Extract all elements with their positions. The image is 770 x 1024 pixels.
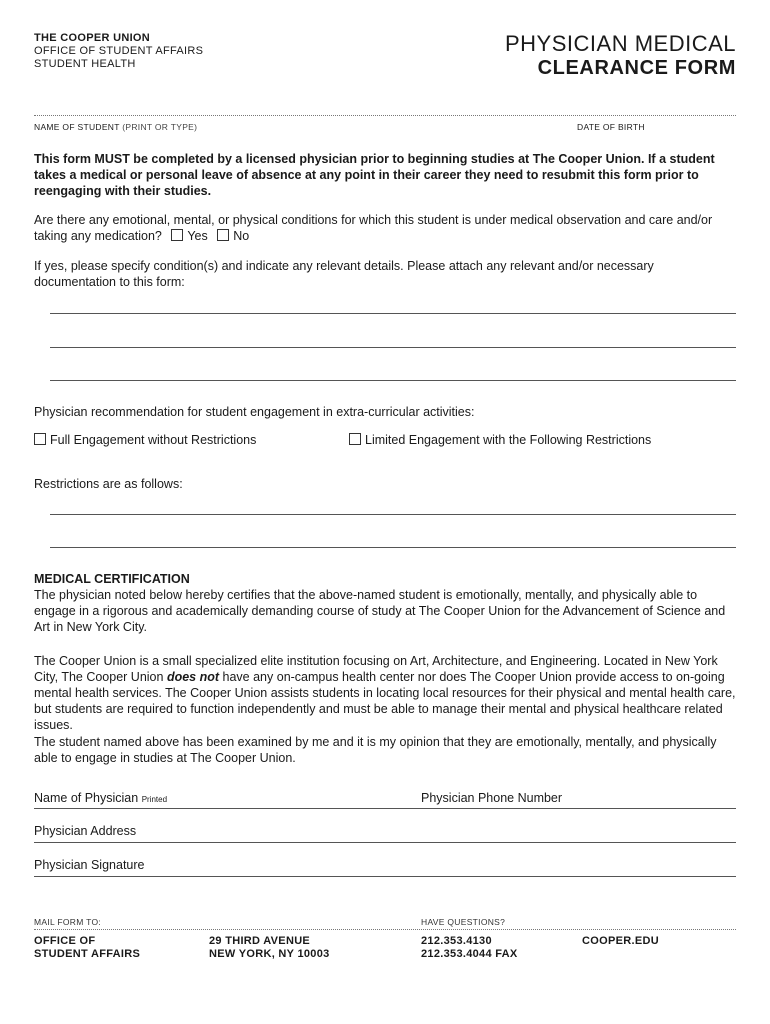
physician-address-field[interactable] xyxy=(34,824,136,838)
recommendation-prompt: Physician recommendation for student engagement in extra-curricular activities: xyxy=(34,405,475,419)
physician-name-label: Name of Physician xyxy=(34,791,139,805)
form-title-line2: CLEARANCE FORM xyxy=(537,57,736,79)
full-engagement-label: Full Engagement without Restrictions xyxy=(50,433,257,447)
limited-engagement-option[interactable] xyxy=(349,433,651,447)
intro-notice: This form MUST be completed by a licensed physician prior to beginning studies at The Cooper Union. If a student takes a medical or personal leave of absence at any point in their career they need to resubmit this form prior to reengaging with their studies. xyxy=(34,152,715,198)
yes-label: Yes xyxy=(187,229,208,243)
restrictions-line-2[interactable] xyxy=(50,547,736,548)
address-line-1: 29 THIRD AVENUE xyxy=(209,935,311,947)
org-department: STUDENT HEALTH xyxy=(34,58,136,70)
details-line-3[interactable] xyxy=(50,380,736,381)
no-checkbox[interactable] xyxy=(217,229,229,241)
date-of-birth-field[interactable] xyxy=(577,122,645,132)
yes-checkbox[interactable] xyxy=(171,229,183,241)
office-address-name xyxy=(34,935,140,961)
details-line-1[interactable] xyxy=(50,313,736,314)
form-title xyxy=(505,32,736,80)
student-name-label: NAME OF STUDENT xyxy=(34,122,120,132)
office-line-1: OFFICE OF xyxy=(34,935,96,947)
physician-phone-label: Physician Phone Number xyxy=(421,791,563,805)
paragraph-2-emphasis: does not xyxy=(166,670,220,684)
certification-paragraph-3: The student named above has been examined by me and it is my opinion that they are emotionally, mentally, and physically able to engage in studies at The Cooper Union. xyxy=(34,735,717,765)
details-line-2[interactable] xyxy=(50,347,736,348)
limited-engagement-checkbox[interactable] xyxy=(349,433,361,445)
org-office: OFFICE OF STUDENT AFFAIRS xyxy=(34,45,204,57)
header-divider xyxy=(34,115,736,116)
physician-phone-field[interactable] xyxy=(421,791,562,805)
website-link[interactable]: COOPER.EDU xyxy=(582,935,659,947)
student-name-hint: (PRINT OR TYPE) xyxy=(122,122,198,132)
paragraph-2-part-a: The Cooper Union is a small specialized elite institution focusing on Art, Architecture, and Engineering. Located in New York City, The Cooper Union xyxy=(34,654,718,684)
physician-name-field[interactable] xyxy=(34,791,167,805)
phone-number[interactable]: 212.353.4130 xyxy=(421,935,492,947)
contact-numbers xyxy=(421,935,518,961)
conditions-question: Are there any emotional, mental, or physical conditions for which this student is under medical observation and care and/or taking any medication? xyxy=(34,213,713,243)
certification-heading: MEDICAL CERTIFICATION xyxy=(34,572,190,586)
org-name: THE COOPER UNION xyxy=(34,32,151,44)
physician-address-line xyxy=(34,842,736,843)
full-engagement-checkbox[interactable] xyxy=(34,433,46,445)
restrictions-line-1[interactable] xyxy=(50,514,736,515)
restrictions-prompt: Restrictions are as follows: xyxy=(34,477,183,491)
questions-heading: HAVE QUESTIONS? xyxy=(421,917,506,927)
date-of-birth-label: DATE OF BIRTH xyxy=(577,122,645,132)
physician-signature-label: Physician Signature xyxy=(34,858,145,872)
certification-paragraph-1: The physician noted below hereby certifies that the above-named student is emotionally, mentally, and physically able to engage in a rigorous and academically demanding course of study at The Cooper Union for the Advancement of Science and Art in New York City. xyxy=(34,588,726,634)
certification-paragraph-2 xyxy=(34,653,736,733)
street-address xyxy=(209,935,330,961)
paragraph-2-part-b: have any on-campus health center nor does The Cooper Union provide access to on-going mental health services. The Cooper Union assists students in locating local resources for their physical and mental health care, but students are required to function independently and must be able to manage their mental and physical healthcare related issues. xyxy=(34,670,736,732)
no-label: No xyxy=(233,229,250,243)
address-line-2: NEW YORK, NY 10003 xyxy=(209,948,330,960)
footer-divider xyxy=(34,929,736,930)
physician-address-label: Physician Address xyxy=(34,824,137,838)
student-name-field[interactable] xyxy=(34,122,197,132)
form-title-line1: PHYSICIAN MEDICAL xyxy=(505,31,736,56)
organization-block xyxy=(34,32,203,71)
office-line-2: STUDENT AFFAIRS xyxy=(34,948,141,960)
full-engagement-option[interactable] xyxy=(34,433,256,447)
limited-engagement-label: Limited Engagement with the Following Restrictions xyxy=(365,433,652,447)
physician-signature-field[interactable] xyxy=(34,858,144,872)
physician-name-hint: Printed xyxy=(141,795,168,804)
mail-heading: MAIL FORM TO: xyxy=(34,917,102,927)
physician-signature-line xyxy=(34,876,736,877)
details-prompt: If yes, please specify condition(s) and indicate any relevant details. Please attach any relevant and/or necessary documentation to this form: xyxy=(34,259,654,289)
conditions-question-block xyxy=(34,212,736,244)
fax-number: 212.353.4044 FAX xyxy=(421,948,518,960)
physician-name-line xyxy=(34,808,736,809)
